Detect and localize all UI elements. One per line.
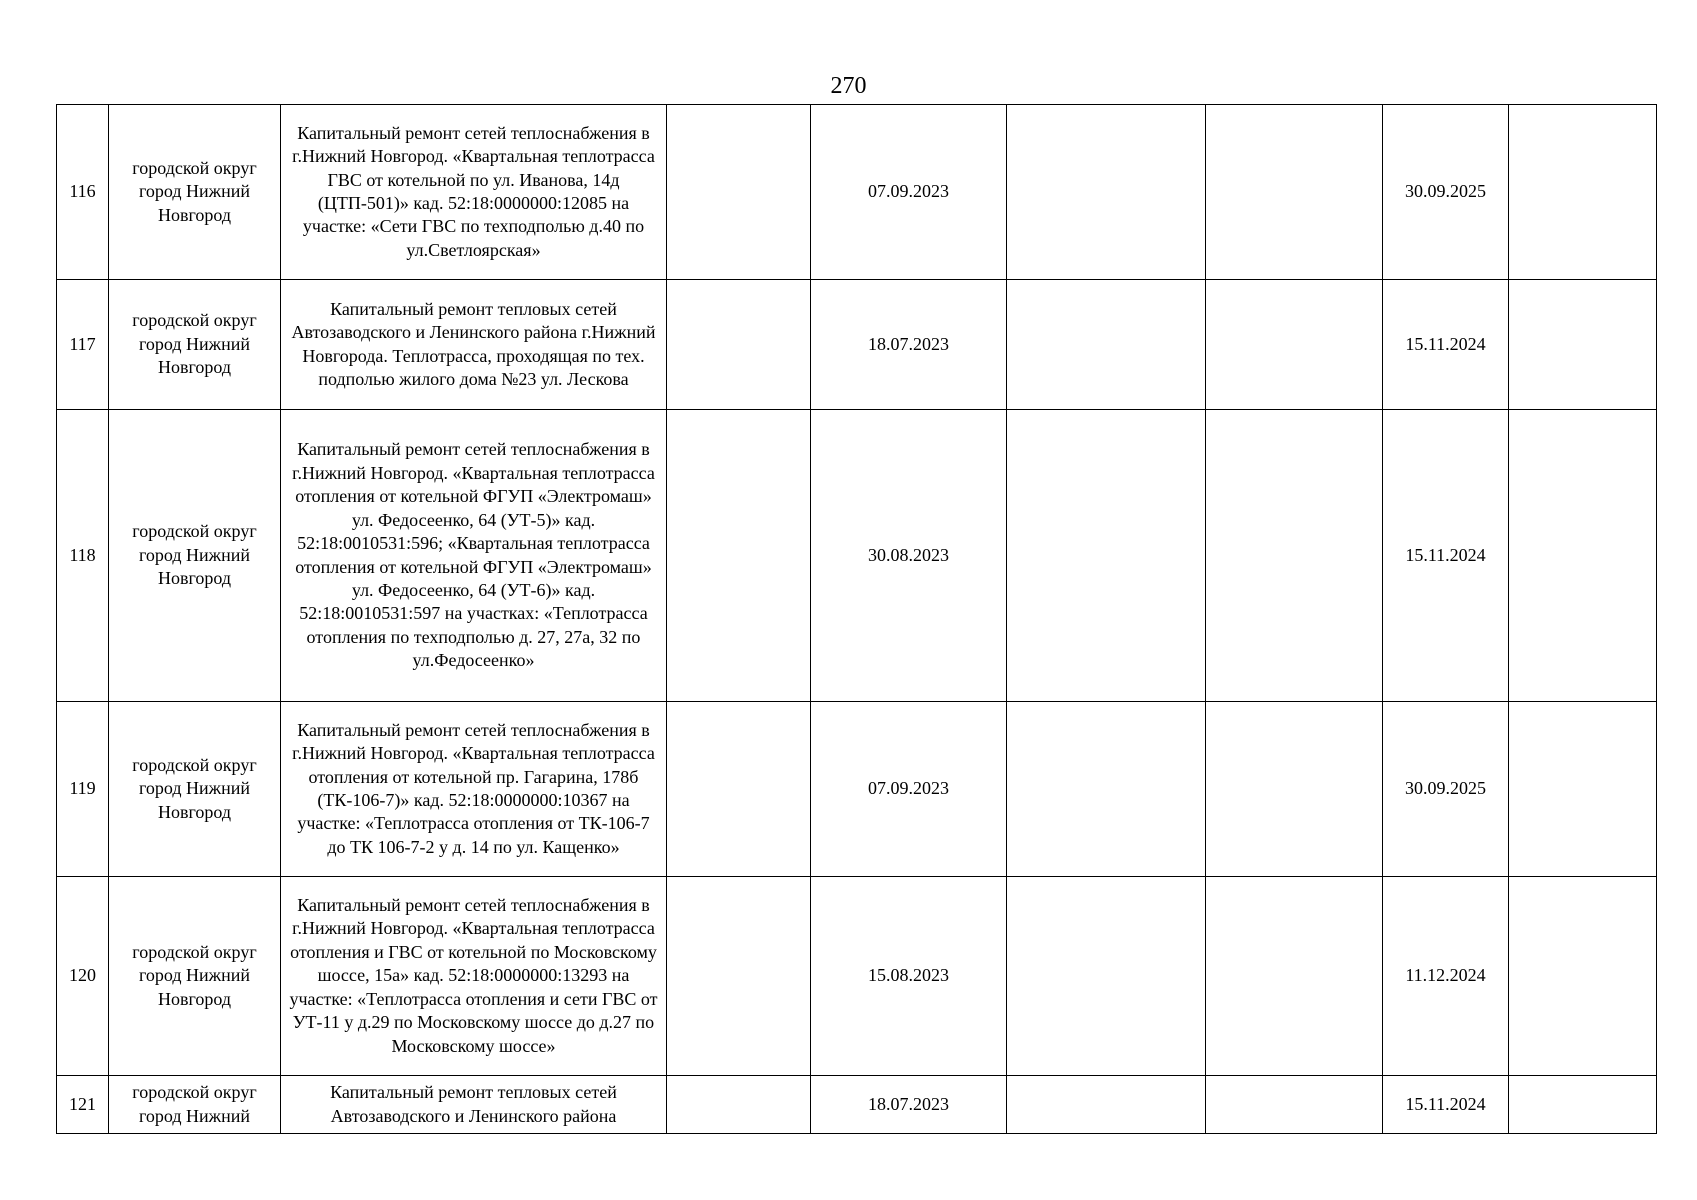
end-date-cell: 30.09.2025 <box>1383 105 1509 280</box>
start-date-cell: 07.09.2023 <box>811 105 1007 280</box>
empty-cell <box>1007 410 1206 702</box>
description-cell: Капитальный ремонт тепловых сетей Автозаводского и Ленинского района <box>281 1076 667 1134</box>
table-row <box>57 410 1657 702</box>
row-number-cell: 119 <box>57 702 109 877</box>
end-date-cell: 30.09.2025 <box>1383 702 1509 877</box>
municipality-cell: городской округ город Нижний Новгород <box>109 105 281 280</box>
end-date-cell: 15.11.2024 <box>1383 280 1509 410</box>
empty-cell <box>1007 702 1206 877</box>
empty-cell <box>1007 877 1206 1076</box>
empty-cell <box>1007 105 1206 280</box>
empty-cell <box>1007 1076 1206 1134</box>
row-number-cell: 121 <box>57 1076 109 1134</box>
empty-cell <box>1206 105 1383 280</box>
empty-cell <box>1509 1076 1657 1134</box>
table-row <box>57 702 1657 877</box>
start-date-cell: 30.08.2023 <box>811 410 1007 702</box>
empty-cell <box>1206 1076 1383 1134</box>
empty-cell <box>1206 280 1383 410</box>
empty-cell <box>1509 702 1657 877</box>
empty-cell <box>667 280 811 410</box>
municipality-cell: городской округ город Нижний Новгород <box>109 410 281 702</box>
row-number-cell: 116 <box>57 105 109 280</box>
empty-cell <box>1509 280 1657 410</box>
empty-cell <box>1206 702 1383 877</box>
row-number-cell: 118 <box>57 410 109 702</box>
page-number: 270 <box>830 73 867 99</box>
row-number-cell: 120 <box>57 877 109 1076</box>
empty-cell <box>667 1076 811 1134</box>
empty-cell <box>1007 280 1206 410</box>
repair-registry-table <box>56 104 1657 1134</box>
description-cell: Капитальный ремонт сетей теплоснабжения в г.Нижний Новгород. «Квартальная теплотрасса отопления от котельной ФГУП «Электромаш» ул. Федосеенко, 64 (УТ-5)» кад. 52:18:0010531:596; «Квартальная теплотрасса отопления от котельной ФГУП «Электромаш» ул. Федосеенко, 64 (УТ-6)» кад. 52:18:0010531:597 на участках: «Теплотрасса отопления по техподполью д. 27, 27а, 32 по ул.Федосеенко» <box>281 410 667 702</box>
table-row <box>57 1076 1657 1134</box>
table-row <box>57 877 1657 1076</box>
description-cell: Капитальный ремонт тепловых сетей Автозаводского и Ленинского района г.Нижний Новгорода. Теплотрасса, проходящая по тех. подполью жилого дома №23 ул. Лескова <box>281 280 667 410</box>
empty-cell <box>667 877 811 1076</box>
empty-cell <box>667 410 811 702</box>
start-date-cell: 18.07.2023 <box>811 1076 1007 1134</box>
end-date-cell: 11.12.2024 <box>1383 877 1509 1076</box>
description-cell: Капитальный ремонт сетей теплоснабжения в г.Нижний Новгород. «Квартальная теплотрасса отопления от котельной пр. Гагарина, 178б (ТК-106-7)» кад. 52:18:0000000:10367 на участке: «Теплотрасса отопления от ТК-106-7 до ТК 106-7-2 у д. 14 по ул. Кащенко» <box>281 702 667 877</box>
row-number-cell: 117 <box>57 280 109 410</box>
description-cell: Капитальный ремонт сетей теплоснабжения в г.Нижний Новгород. «Квартальная теплотрасса отопления и ГВС от котельной по Московскому шоссе, 15а» кад. 52:18:0000000:13293 на участке: «Теплотрасса отопления и сети ГВС от УТ-11 у д.29 по Московскому шоссе до д.27 по Московскому шоссе» <box>281 877 667 1076</box>
municipality-cell: городской округ город Нижний Новгород <box>109 702 281 877</box>
municipality-cell: городской округ город Нижний Новгород <box>109 280 281 410</box>
municipality-cell: городской округ город Нижний <box>109 1076 281 1134</box>
empty-cell <box>1509 105 1657 280</box>
empty-cell <box>1206 877 1383 1076</box>
empty-cell <box>1509 410 1657 702</box>
end-date-cell: 15.11.2024 <box>1383 1076 1509 1134</box>
description-cell: Капитальный ремонт сетей теплоснабжения в г.Нижний Новгород. «Квартальная теплотрасса ГВС от котельной по ул. Иванова, 14д (ЦТП-501)» кад. 52:18:0000000:12085 на участке: «Сети ГВС по техподполью д.40 по ул.Светлоярская» <box>281 105 667 280</box>
table-row <box>57 280 1657 410</box>
empty-cell <box>667 702 811 877</box>
end-date-cell: 15.11.2024 <box>1383 410 1509 702</box>
empty-cell <box>1206 410 1383 702</box>
municipality-cell: городской округ город Нижний Новгород <box>109 877 281 1076</box>
start-date-cell: 07.09.2023 <box>811 702 1007 877</box>
empty-cell <box>667 105 811 280</box>
table-row <box>57 105 1657 280</box>
start-date-cell: 15.08.2023 <box>811 877 1007 1076</box>
start-date-cell: 18.07.2023 <box>811 280 1007 410</box>
empty-cell <box>1509 877 1657 1076</box>
